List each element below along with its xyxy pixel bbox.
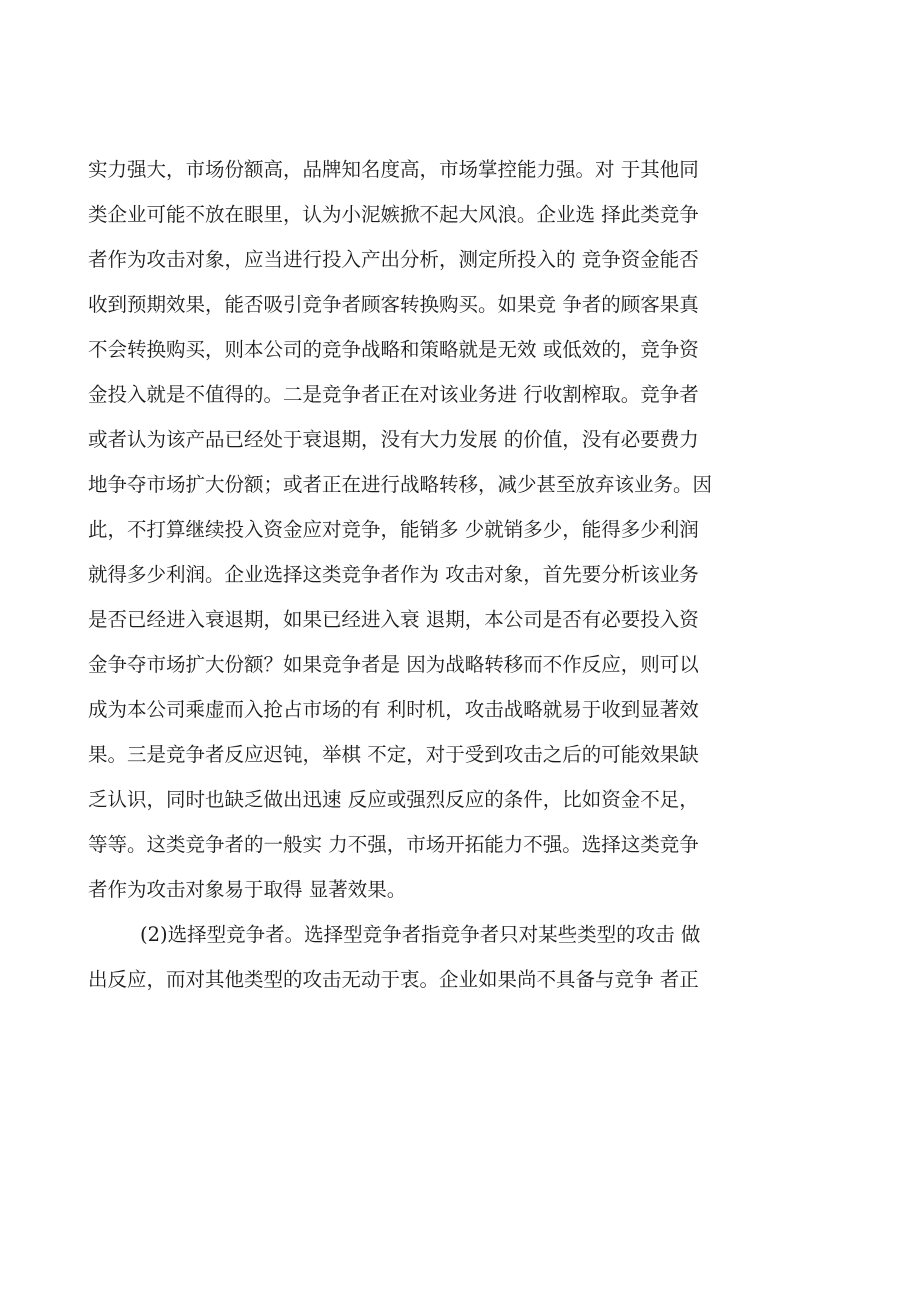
text-line: 实力强大，市场份额高，品牌知名度高，市场掌控能力强。对 于其他同 (88, 158, 699, 181)
text-line: 出反应，而对其他类型的攻击无动于衷。企业如果尚不具备与竞争 者正 (88, 968, 699, 991)
text-line: 金争夺市场扩大份额？如果竞争者是 因为战略转移而不作反应，则可以 (88, 653, 699, 676)
text-line: 就得多少利润。企业选择这类竞争者作为 攻击对象，首先要分析该业务 (88, 563, 699, 586)
text-line: 者作为攻击对象，应当进行投入产出分析，测定所投入的 竞争资金能否 (88, 248, 699, 271)
text-line: 不会转换购买，则本公司的竞争战略和策略就是无效 或低效的，竞争资 (88, 338, 699, 361)
text-line: 金投入就是不值得的。二是竞争者正在对该业务进 行收割榨取。竞争者 (88, 383, 699, 406)
text-line: 乏认识，同时也缺乏做出迅速 反应或强烈反应的条件，比如资金不足， (88, 788, 699, 811)
paragraph-start-line: (2)选择型竞争者。选择型竞争者指竞争者只对某些类型的攻击 做 (140, 923, 701, 946)
text-line: 是否已经进入衰退期，如果已经进入衰 退期，本公司是否有必要投入资 (88, 608, 699, 631)
text-line: 者作为攻击对象易于取得 显著效果。 (88, 878, 407, 901)
text-line: 或者认为该产品已经处于衰退期，没有大力发展 的价值，没有必要费力 (88, 428, 699, 451)
text-line: 收到预期效果，能否吸引竞争者顾客转换购买。如果竞 争者的顾客果真 (88, 293, 699, 316)
text-line: 类企业可能不放在眼里，认为小泥嫉掀不起大风浪。企业选 择此类竞争 (88, 203, 699, 226)
text-line: 果。三是竞争者反应迟钝，举棋 不定，对于受到攻击之后的可能效果缺 (88, 743, 699, 766)
text-line: 成为本公司乘虚而入抢占市场的有 利时机，攻击战略就易于收到显著效 (88, 698, 699, 721)
text-line: 此，不打算继续投入资金应对竞争，能销多 少就销多少，能得多少利润 (88, 518, 699, 541)
text-line: 地争夺市场扩大份额；或者正在进行战略转移，减少甚至放弃该业务。因 (88, 473, 713, 496)
text-line: 等等。这类竞争者的一般实 力不强，市场开拓能力不强。选择这类竞争 (88, 833, 699, 856)
